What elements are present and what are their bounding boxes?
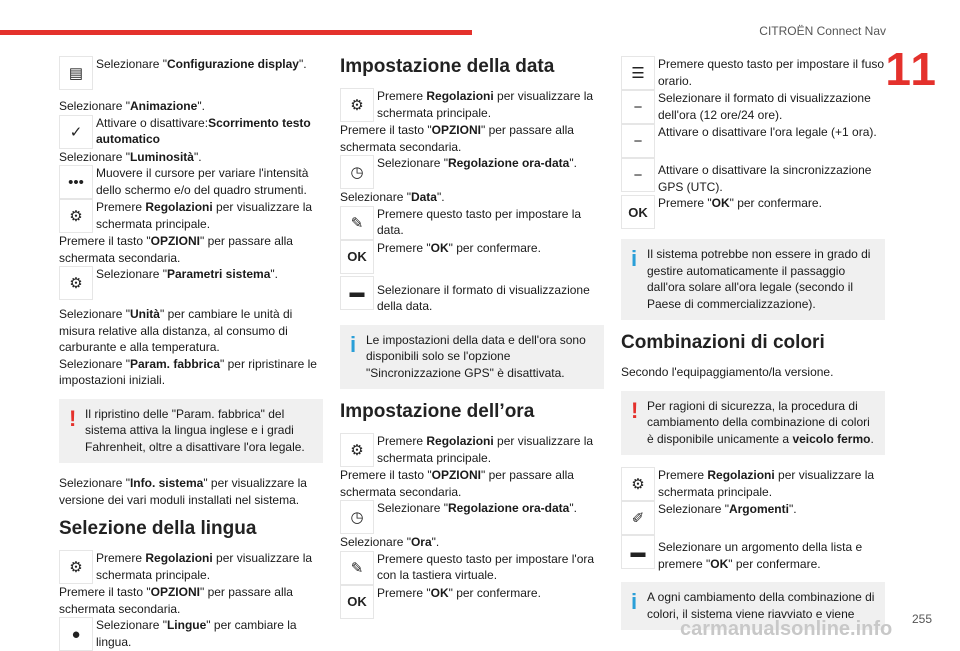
slider-dots-icon: ••• (59, 165, 93, 199)
checkbox-icon: ✓ (59, 115, 93, 149)
palette-icon: ✐ (621, 501, 655, 535)
warning-box: ! Per ragioni di sicurezza, la procedura di cambiamento della combinazione di colori è disponibile unicamente a veicolo fermo. (621, 391, 885, 456)
display-config-icon: ▤ (59, 56, 93, 90)
instruction-item: ▤ Selezionare "Configurazione display". (59, 56, 323, 90)
paragraph: Selezionare "Luminosità". (59, 149, 202, 164)
instruction-item: ◷ Selezionare "Regolazione ora-data". (340, 155, 604, 189)
instruction-item: ••• Muovere il cursore per variare l'intensità dello schermo e/o del quadro strumenti. (59, 165, 323, 199)
clock-calendar-icon: ◷ (340, 155, 374, 189)
ok-icon: OK (340, 585, 374, 619)
ok-icon: OK (621, 195, 655, 229)
instruction-item: ⚙ Premere Regolazioni per visualizzare la schermata principale. (340, 88, 604, 122)
column-2 (340, 56, 604, 619)
instruction-item: ⚙ Premere Regolazioni per visualizzare la schermata principale. (59, 550, 323, 584)
info-icon: i (631, 246, 638, 271)
settings-gear-icon: ⚙ (340, 433, 374, 467)
paragraph: Selezionare "Data". (340, 190, 445, 204)
list-icon: ☰ (621, 56, 655, 90)
instruction-item: OK Premere "OK" per confermare. (340, 585, 604, 619)
instruction-item: OK Premere "OK" per confermare. (340, 240, 604, 274)
warning-icon: ! (69, 405, 77, 431)
settings-gear-icon: ⚙ (340, 88, 374, 122)
paragraph: Premere il tasto "OPZIONI" per passare alla schermata secondaria. (59, 585, 293, 616)
settings-gear-icon: ⚙ (621, 467, 655, 501)
pencil-icon: ✎ (340, 551, 374, 585)
instruction-item: − Attivare o disattivare l'ora legale (+1 ora). (621, 124, 885, 158)
instruction-item: ⚙ Premere Regolazioni per visualizzare la schermata principale. (621, 467, 885, 501)
instruction-item: ▬ Selezionare il formato di visualizzazione della data. (340, 276, 604, 315)
paragraph: Premere il tasto "OPZIONI" per passare alla schermata secondaria. (59, 234, 293, 265)
paragraph: Selezionare "Animazione". (59, 99, 205, 113)
format-icon: ▬ (340, 276, 374, 310)
instruction-item: ◷ Selezionare "Regolazione ora-data". (340, 500, 604, 534)
instruction-item: ● Selezionare "Lingue" per cambiare la lingua. (59, 617, 323, 651)
info-icon: i (350, 331, 357, 357)
instruction-item: ✎ Premere questo tasto per impostare l'ora con la tastiera virtuale. (340, 551, 604, 585)
clock-calendar-icon: ◷ (340, 500, 374, 534)
section-heading: Impostazione della data (340, 56, 555, 77)
toggle-icon: − (621, 124, 655, 158)
paragraph: Selezionare "Info. sistema" per visualizzare la versione dei vari moduli installati nel sistema. (59, 476, 307, 507)
paragraph: Secondo l'equipaggiamento/la versione. (621, 365, 834, 379)
instruction-item: ⚙ Selezionare "Parametri sistema". (59, 266, 323, 300)
column-1 (59, 56, 323, 651)
instruction-item: ⚙ Premere Regolazioni per visualizzare la schermata principale. (340, 433, 604, 467)
instruction-item: − Selezionare il formato di visualizzazione dell'ora (12 ore/24 ore). (621, 90, 885, 124)
info-box: i Il sistema potrebbe non essere in grado di gestire automaticamente il passaggio dall'ora solare all'ora legale (secondo il Paese di commercializzazione). (621, 239, 885, 320)
ok-icon: OK (340, 240, 374, 274)
warning-box: ! Il ripristino delle "Param. fabbrica" del sistema attiva la lingua inglese e i gradi Fahrenheit, oltre a disattivare l'ora legale. (59, 399, 323, 464)
info-box: i Le impostazioni della data e dell'ora sono disponibili solo se l'opzione "Sincronizzazione GPS" è disattivata. (340, 325, 604, 390)
header-accent-bar (0, 30, 472, 35)
instruction-item: ✐ Selezionare "Argomenti". (621, 501, 885, 535)
system-settings-icon: ⚙ (59, 266, 93, 300)
chapter-number: 11 (885, 43, 938, 95)
settings-gear-icon: ⚙ (59, 199, 93, 233)
page-number: 255 (911, 612, 932, 626)
section-heading: Selezione della lingua (59, 518, 257, 539)
column-3 (621, 56, 885, 642)
language-icon: ● (59, 617, 93, 651)
paragraph: Premere il tasto "OPZIONI" per passare alla schermata secondaria. (340, 123, 574, 154)
instruction-item: ▬ Selezionare un argomento della lista e premere "OK" per confermare. (621, 535, 885, 572)
paragraph: Selezionare "Param. fabbrica" per ripristinare le impostazioni iniziali. (59, 356, 317, 387)
page-header-title: CITROËN Connect Nav (759, 24, 886, 38)
section-heading: Impostazione dell’ora (340, 401, 535, 422)
section-heading: Combinazioni di colori (621, 332, 825, 353)
instruction-item: ⚙ Premere Regolazioni per visualizzare la schermata principale. (59, 199, 323, 233)
instruction-item: ✎ Premere questo tasto per impostare la data. (340, 206, 604, 240)
pencil-icon: ✎ (340, 206, 374, 240)
instruction-item: − Attivare o disattivare la sincronizzazione GPS (UTC). (621, 158, 885, 195)
paragraph: Premere il tasto "OPZIONI" per passare alla schermata secondaria. (340, 468, 574, 499)
toggle-icon: − (621, 90, 655, 124)
toggle-icon: − (621, 158, 655, 192)
paragraph: Selezionare "Ora". (340, 535, 440, 549)
format-icon: ▬ (621, 535, 655, 569)
info-box: i A ogni cambiamento della combinazione di colori, il sistema viene riavviato e viene (621, 582, 885, 630)
settings-gear-icon: ⚙ (59, 550, 93, 584)
paragraph: Selezionare "Unità" per cambiare le unità di misura relative alla distanza, al consumo di carburante e alla temperatura. (59, 307, 293, 354)
instruction-item: ☰ Premere questo tasto per impostare il fuso orario. (621, 56, 885, 90)
watermark: carmanualsonline.info (680, 618, 893, 640)
instruction-item: OK Premere "OK" per confermare. (621, 195, 885, 229)
warning-icon: ! (631, 397, 639, 423)
instruction-item: ✓ Attivare o disattivare:Scorrimento testo automatico (59, 115, 323, 149)
info-icon: i (631, 589, 638, 614)
